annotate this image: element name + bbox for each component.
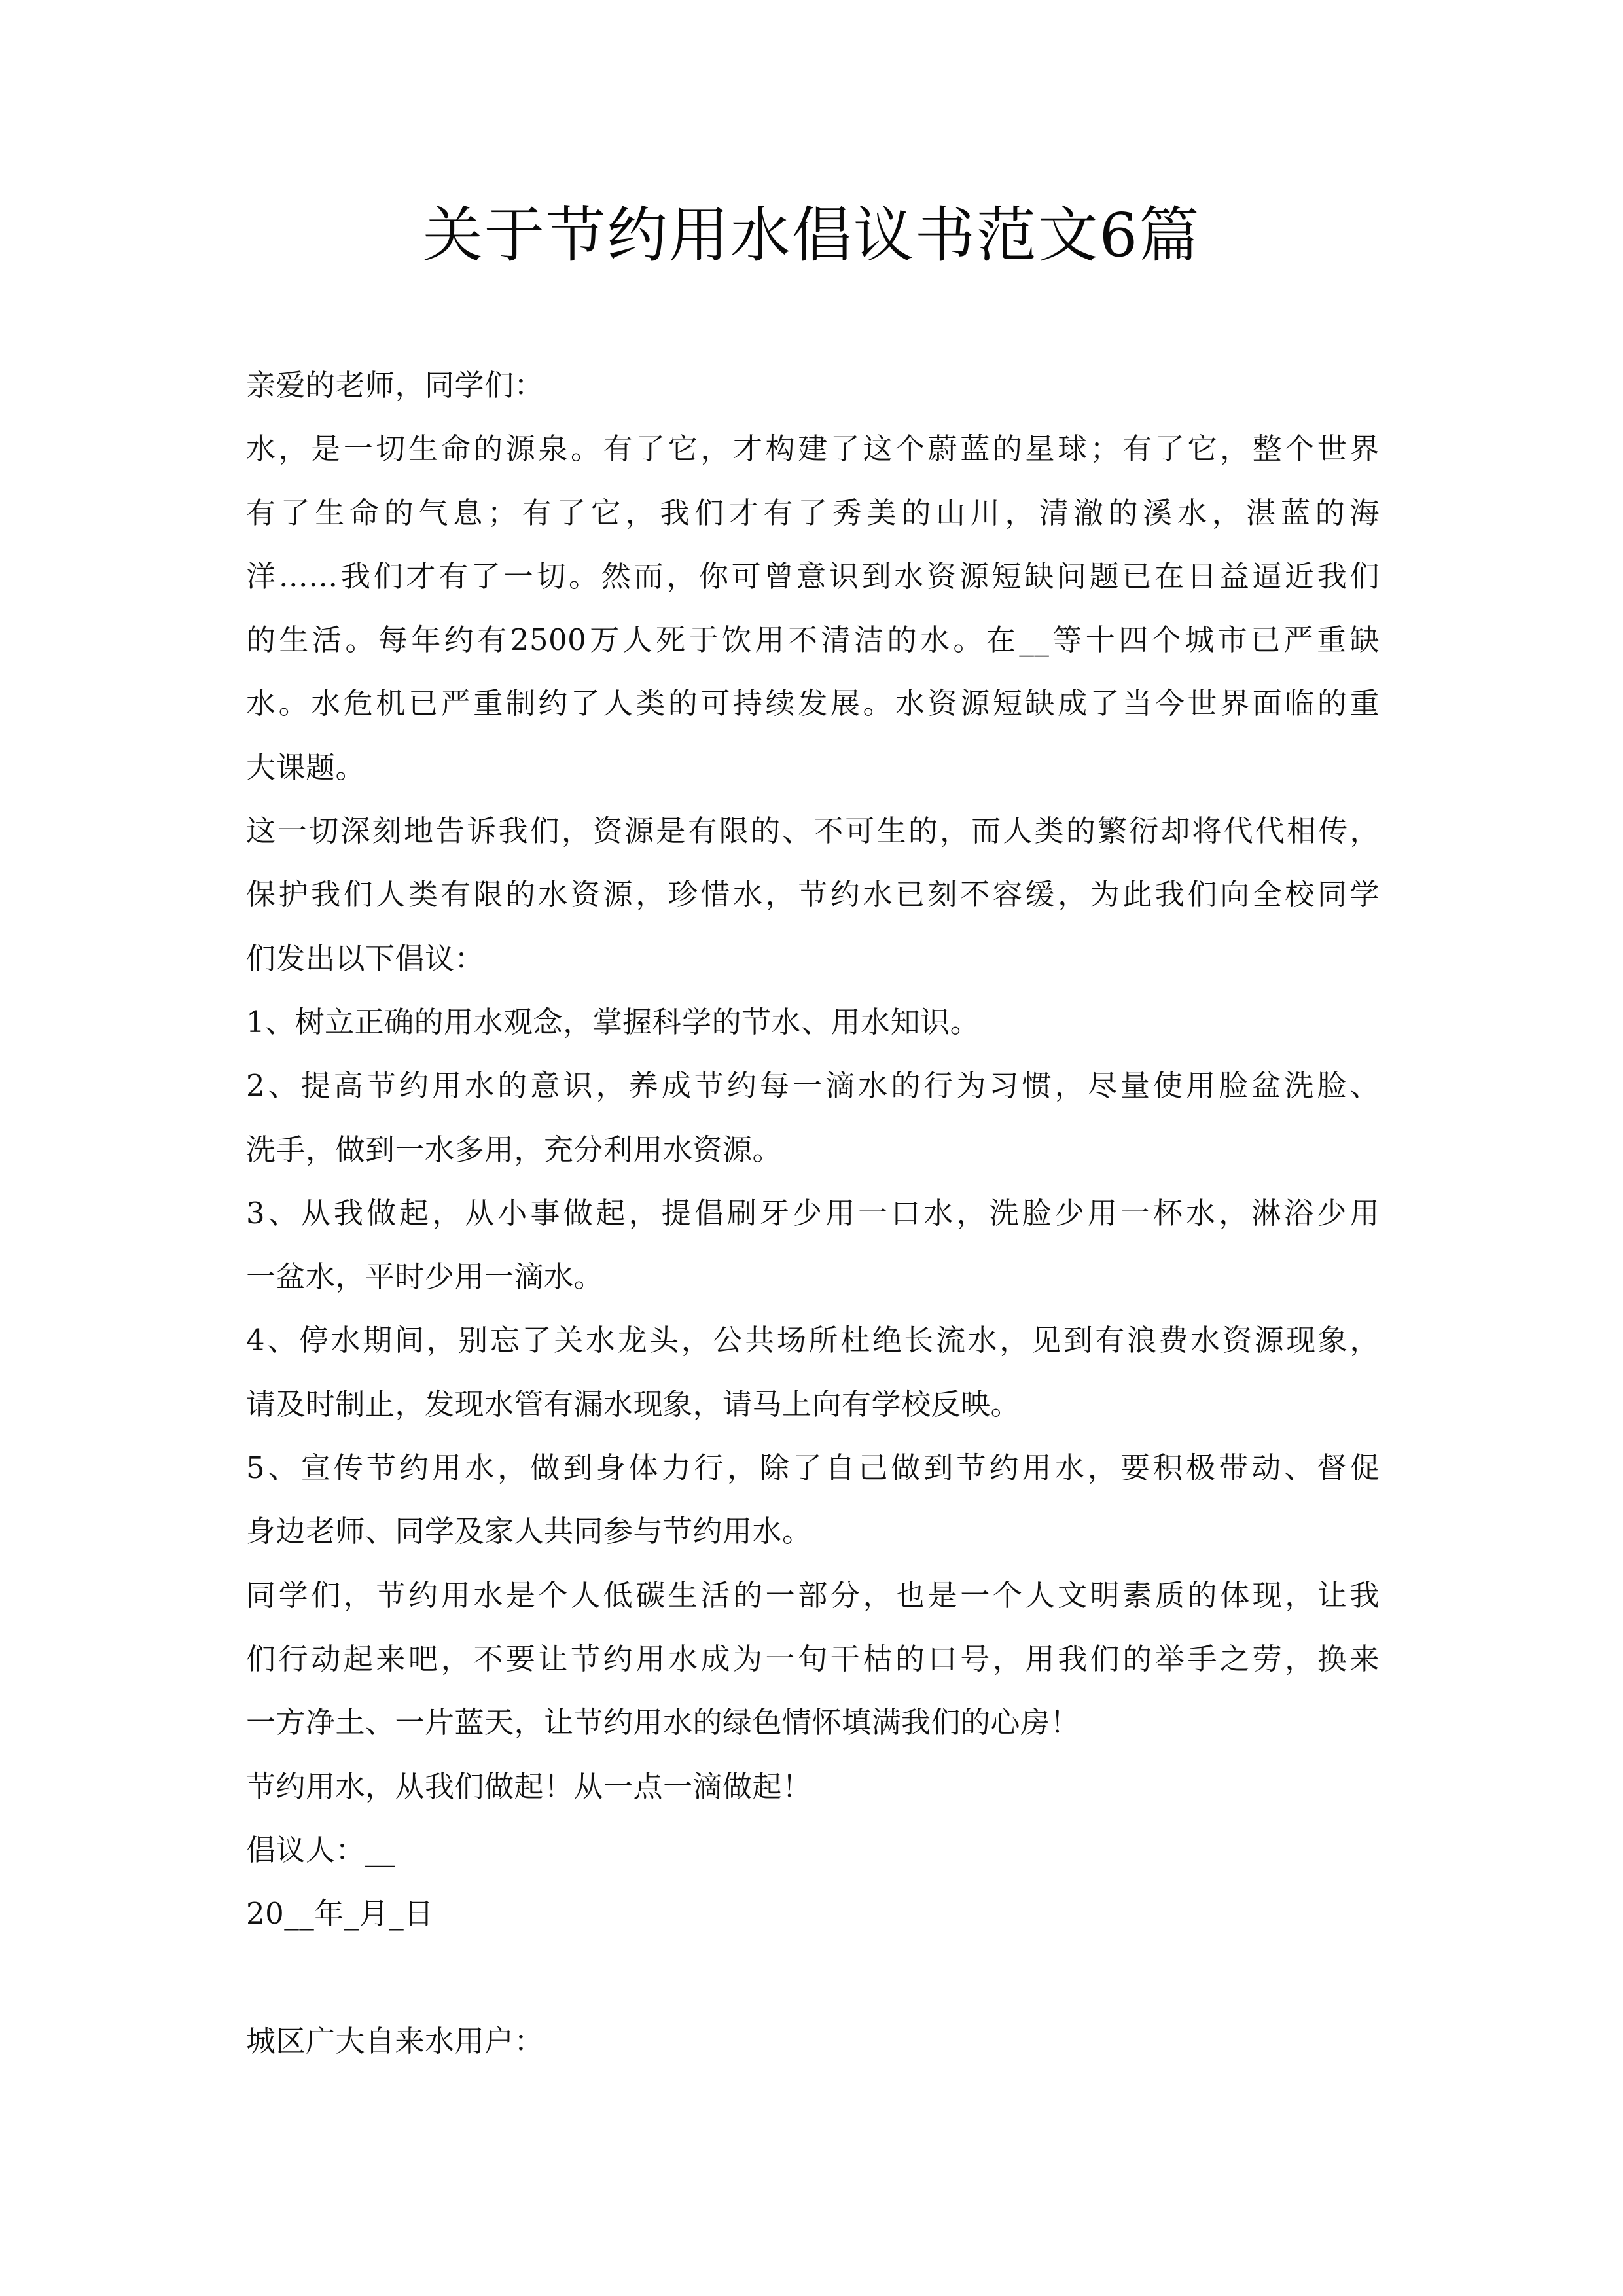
- salutation: 亲爱的老师，同学们：: [246, 368, 544, 403]
- proposal-item-1: 1、树立正确的用水观念，掌握科学的节水、用水知识。: [246, 1004, 980, 1039]
- paragraph-line: 水。水危机已严重制约了人类的可持续发展。水资源短缺成了当今世界面临的重: [246, 686, 1380, 721]
- paragraph-line: 洋……我们才有了一切。然而，你可曾意识到水资源短缺问题已在日益逼近我们: [246, 558, 1380, 594]
- paragraph-line: 水，是一切生命的源泉。有了它，才构建了这个蔚蓝的星球；有了它，整个世界: [246, 431, 1380, 467]
- proposal-item-4-cont: 请及时制止，发现水管有漏水现象，请马上向有学校反映。: [246, 1386, 1021, 1422]
- second-letter-salutation: 城区广大自来水用户：: [246, 2023, 544, 2058]
- paragraph-line: 的生活。每年约有2500万人死于饮用不清洁的水。在__等十四个城市已严重缺: [246, 622, 1380, 658]
- paragraph-line: 大课题。: [246, 749, 366, 785]
- signature-date: 20__年_月_日: [246, 1896, 434, 1931]
- closing-paragraph-line: 们行动起来吧，不要让节约用水成为一句干枯的口号，用我们的举手之劳，换来: [246, 1641, 1380, 1676]
- closing-paragraph-line: 同学们，节约用水是个人低碳生活的一部分，也是一个人文明素质的体现，让我: [246, 1577, 1380, 1613]
- proposal-item-2-cont: 洗手，做到一水多用，充分利用水资源。: [246, 1132, 783, 1167]
- paragraph-line: 这一切深刻地告诉我们，资源是有限的、不可生的，而人类的繁衍却将代代相传，: [246, 814, 1380, 849]
- slogan: 节约用水，从我们做起！从一点一滴做起！: [246, 1768, 812, 1804]
- proposal-item-3: 3、从我做起，从小事做起，提倡刷牙少用一口水，洗脸少用一杯水，淋浴少用: [246, 1195, 1380, 1230]
- section-gap: [246, 1945, 1385, 2009]
- paragraph-line: 们发出以下倡议：: [246, 941, 485, 976]
- document-body: [246, 353, 1385, 2073]
- proposal-item-3-cont: 一盆水，平时少用一滴水。: [246, 1259, 604, 1295]
- proposal-item-2: 2、提高节约用水的意识，养成节约每一滴水的行为习惯，尽量使用脸盆洗脸、: [246, 1068, 1380, 1103]
- proposal-item-5: 5、宣传节约用水，做到身体力行，除了自己做到节约用水，要积极带动、督促: [246, 1450, 1380, 1486]
- paragraph-line: 保护我们人类有限的水资源，珍惜水，节约水已刻不容缓，为此我们向全校同学: [246, 877, 1380, 912]
- proposal-item-4: 4、停水期间，别忘了关水龙头，公共场所杜绝长流水，见到有浪费水资源现象，: [246, 1323, 1380, 1358]
- signature-proposer: 倡议人：__: [246, 1832, 396, 1867]
- closing-paragraph-line: 一方净土、一片蓝天，让节约用水的绿色情怀填满我们的心房！: [246, 1705, 1080, 1740]
- proposal-item-5-cont: 身边老师、同学及家人共同参与节约用水。: [246, 1514, 812, 1549]
- document-title: 关于节约用水倡议书范文6篇: [422, 200, 1201, 270]
- paragraph-line: 有了生命的气息；有了它，我们才有了秀美的山川，清澈的溪水，湛蓝的海: [246, 495, 1380, 530]
